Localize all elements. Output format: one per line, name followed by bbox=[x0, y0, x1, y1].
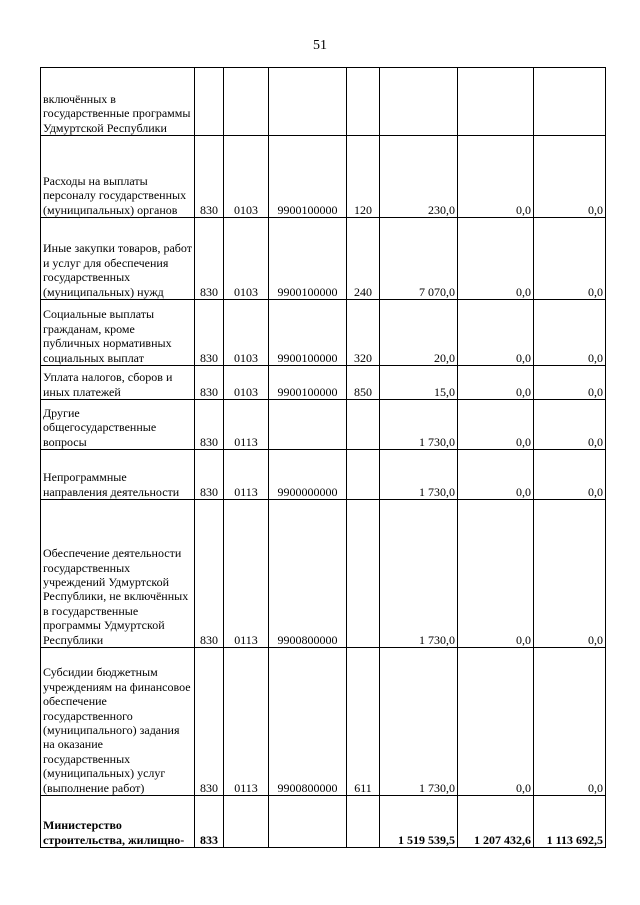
section-code: 0103 bbox=[224, 300, 269, 366]
table-row bbox=[41, 500, 606, 648]
dept-code: 830 bbox=[195, 136, 224, 218]
expense-type-code: 611 bbox=[347, 648, 380, 796]
target-item-code bbox=[269, 400, 347, 450]
amount-year-3: 0,0 bbox=[534, 366, 606, 400]
table-row bbox=[41, 136, 606, 218]
expense-type-code: 850 bbox=[347, 366, 380, 400]
amount-year-2: 0,0 bbox=[458, 218, 534, 300]
expense-type-code: 240 bbox=[347, 218, 380, 300]
amount-year-3: 0,0 bbox=[534, 400, 606, 450]
dept-code: 833 bbox=[195, 796, 224, 848]
section-code: 0103 bbox=[224, 136, 269, 218]
budget-table bbox=[40, 67, 606, 848]
page-number: 51 bbox=[313, 38, 327, 53]
dept-code: 830 bbox=[195, 366, 224, 400]
dept-code: 830 bbox=[195, 400, 224, 450]
amount-year-2: 0,0 bbox=[458, 450, 534, 500]
row-name: Субсидии бюджетным учреждениям на финансовое обеспечение государственного (муниципального) задания на оказание государственных (муниципальных) услуг (выполнение работ) bbox=[41, 648, 195, 796]
row-name: включённых в государственные программы Удмуртской Республики bbox=[41, 68, 195, 136]
amount-year-3: 0,0 bbox=[534, 648, 606, 796]
section-code: 0103 bbox=[224, 366, 269, 400]
expense-type-code bbox=[347, 68, 380, 136]
row-name: Иные закупки товаров, работ и услуг для обеспечения государственных (муниципальных) нужд bbox=[41, 218, 195, 300]
amount-year-2: 0,0 bbox=[458, 400, 534, 450]
amount-year-3: 0,0 bbox=[534, 500, 606, 648]
dept-code: 830 bbox=[195, 648, 224, 796]
amount-year-2: 0,0 bbox=[458, 366, 534, 400]
expense-type-code bbox=[347, 796, 380, 848]
table-row bbox=[41, 68, 606, 136]
target-item-code: 9900100000 bbox=[269, 136, 347, 218]
target-item-code: 9900100000 bbox=[269, 366, 347, 400]
amount-year-2: 0,0 bbox=[458, 500, 534, 648]
expense-type-code bbox=[347, 400, 380, 450]
amount-year-2: 0,0 bbox=[458, 648, 534, 796]
section-code bbox=[224, 796, 269, 848]
amount-year-1: 20,0 bbox=[380, 300, 458, 366]
amount-year-2: 1 207 432,6 bbox=[458, 796, 534, 848]
amount-year-1: 230,0 bbox=[380, 136, 458, 218]
dept-code: 830 bbox=[195, 500, 224, 648]
table-row bbox=[41, 400, 606, 450]
amount-year-3: 0,0 bbox=[534, 218, 606, 300]
amount-year-1: 1 519 539,5 bbox=[380, 796, 458, 848]
dept-code bbox=[195, 68, 224, 136]
target-item-code: 9900100000 bbox=[269, 300, 347, 366]
amount-year-3 bbox=[534, 68, 606, 136]
row-name: Другие общегосударственные вопросы bbox=[41, 400, 195, 450]
target-item-code: 9900100000 bbox=[269, 218, 347, 300]
amount-year-1: 1 730,0 bbox=[380, 648, 458, 796]
row-name: Министерство строительства, жилищно- bbox=[41, 796, 195, 848]
section-code: 0103 bbox=[224, 218, 269, 300]
expense-type-code: 120 bbox=[347, 136, 380, 218]
target-item-code bbox=[269, 796, 347, 848]
table-row bbox=[41, 218, 606, 300]
amount-year-1: 15,0 bbox=[380, 366, 458, 400]
amount-year-1: 7 070,0 bbox=[380, 218, 458, 300]
dept-code: 830 bbox=[195, 218, 224, 300]
amount-year-1: 1 730,0 bbox=[380, 500, 458, 648]
section-code: 0113 bbox=[224, 450, 269, 500]
expense-type-code bbox=[347, 500, 380, 648]
table-row bbox=[41, 366, 606, 400]
table-row bbox=[41, 648, 606, 796]
amount-year-1: 1 730,0 bbox=[380, 450, 458, 500]
row-name: Непрограммные направления деятельности bbox=[41, 450, 195, 500]
amount-year-2: 0,0 bbox=[458, 136, 534, 218]
target-item-code bbox=[269, 68, 347, 136]
amount-year-3: 0,0 bbox=[534, 136, 606, 218]
amount-year-1 bbox=[380, 68, 458, 136]
amount-year-2: 0,0 bbox=[458, 300, 534, 366]
expense-type-code bbox=[347, 450, 380, 500]
amount-year-3: 1 113 692,5 bbox=[534, 796, 606, 848]
row-name: Расходы на выплаты персоналу государственных (муниципальных) органов bbox=[41, 136, 195, 218]
section-code bbox=[224, 68, 269, 136]
expense-type-code: 320 bbox=[347, 300, 380, 366]
section-code: 0113 bbox=[224, 648, 269, 796]
amount-year-1: 1 730,0 bbox=[380, 400, 458, 450]
table-row bbox=[41, 300, 606, 366]
row-name: Уплата налогов, сборов и иных платежей bbox=[41, 366, 195, 400]
section-code: 0113 bbox=[224, 500, 269, 648]
section-code: 0113 bbox=[224, 400, 269, 450]
dept-code: 830 bbox=[195, 450, 224, 500]
target-item-code: 9900800000 bbox=[269, 648, 347, 796]
dept-code: 830 bbox=[195, 300, 224, 366]
amount-year-3: 0,0 bbox=[534, 300, 606, 366]
table-row bbox=[41, 796, 606, 848]
row-name: Обеспечение деятельности государственных учреждений Удмуртской Республики, не включённых в государственные программы Удмуртской Республики bbox=[41, 500, 195, 648]
row-name: Социальные выплаты гражданам, кроме публичных нормативных социальных выплат bbox=[41, 300, 195, 366]
target-item-code: 9900800000 bbox=[269, 500, 347, 648]
target-item-code: 9900000000 bbox=[269, 450, 347, 500]
amount-year-3: 0,0 bbox=[534, 450, 606, 500]
amount-year-2 bbox=[458, 68, 534, 136]
table-row bbox=[41, 450, 606, 500]
